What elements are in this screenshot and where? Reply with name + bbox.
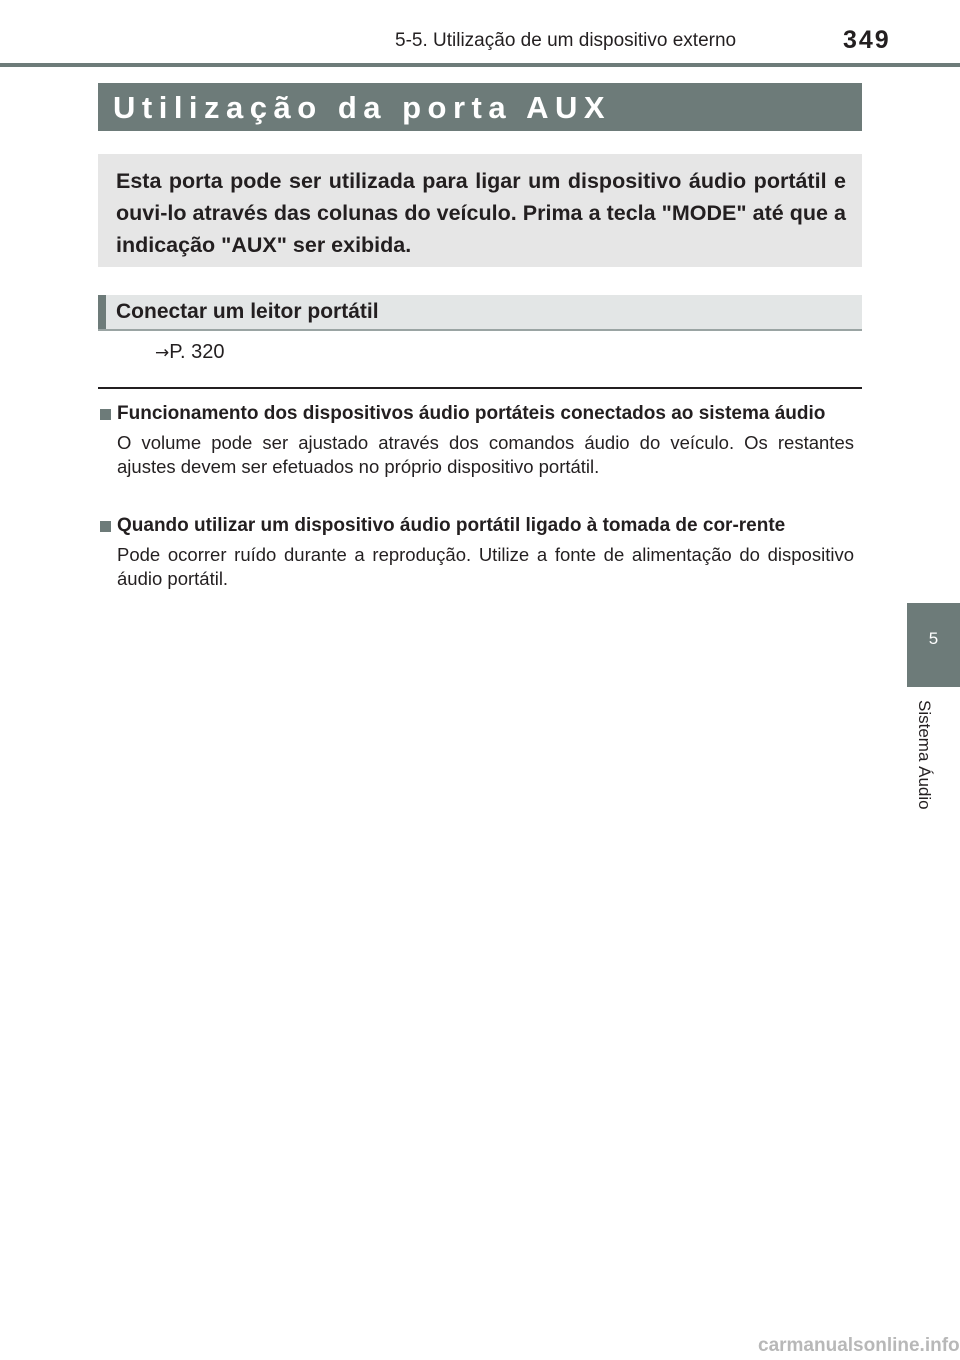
- subsection-title: Conectar um leitor portátil: [116, 300, 379, 323]
- page-reference: [155, 341, 225, 364]
- arrow-right-icon: →: [155, 343, 170, 363]
- page-number: 349: [843, 26, 891, 54]
- header-section-title: 5-5. Utilização de um dispositivo externo: [395, 30, 737, 51]
- intro-box: [98, 154, 862, 267]
- chapter-tab[interactable]: [907, 603, 960, 687]
- note-item: [98, 402, 862, 479]
- chapter-number: 5: [928, 629, 939, 648]
- subsection-header: [98, 295, 862, 331]
- note-item: [98, 514, 862, 591]
- chapter-label: Sistema Áudio: [915, 700, 934, 810]
- square-bullet-icon: [100, 409, 111, 420]
- section-title-bar: [98, 83, 862, 131]
- subsection-accent: [98, 295, 106, 329]
- square-bullet-icon: [100, 521, 111, 532]
- section-divider: [98, 387, 862, 389]
- intro-text: Esta porta pode ser utilizada para ligar um dispositivo áudio portátil e ouvi-lo através das colunas do veículo. Prima a tecla "MODE" até que a indicação "AUX" ser exibida.: [116, 169, 846, 257]
- note-body: Pode ocorrer ruído durante a reprodução. Utilize a fonte de alimentação do dispositivo áudio portátil.: [117, 544, 854, 589]
- header-divider: [0, 63, 960, 67]
- note-heading: Quando utilizar um dispositivo áudio portátil ligado à tomada de cor-rente: [117, 515, 786, 536]
- page-reference-link[interactable]: P. 320: [169, 341, 225, 363]
- note-body: O volume pode ser ajustado através dos comandos áudio do veículo. Os restantes ajustes devem ser efetuados no próprio dispositivo portátil.: [117, 432, 854, 477]
- watermark: carmanualsonline.info: [758, 1335, 960, 1356]
- section-title: Utilização da porta AUX: [113, 90, 612, 125]
- note-heading: Funcionamento dos dispositivos áudio portáteis conectados ao sistema áudio: [117, 403, 826, 424]
